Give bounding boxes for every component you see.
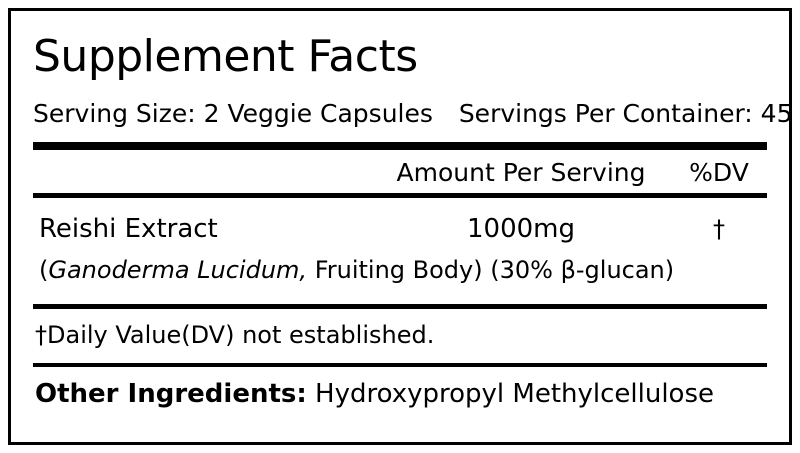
ingredient-subtext-rest: Fruiting Body) (30% β-glucan) xyxy=(307,256,675,284)
page-title: Supplement Facts xyxy=(33,31,418,82)
other-ingredients-label: Other Ingredients: xyxy=(35,379,307,409)
ingredient-amount: 1000mg xyxy=(467,214,575,244)
ingredient-subtext xyxy=(33,258,767,282)
servings-per-container-value: 45 xyxy=(760,99,793,128)
ingredient-latin-name: Ganoderma Lucidum, xyxy=(48,256,308,284)
daily-value-footnote: †Daily Value(DV) not established. xyxy=(35,321,435,349)
other-ingredients-row xyxy=(33,381,767,407)
other-ingredients-value: Hydroxypropyl Methylcellulose xyxy=(315,379,714,409)
supplement-facts-panel xyxy=(8,8,792,445)
serving-info xyxy=(33,99,793,128)
ingredient-subtext-open: ( xyxy=(39,256,49,284)
divider-above-other-ingredients xyxy=(33,363,767,367)
serving-size-value: 2 Veggie Capsules xyxy=(203,99,433,128)
divider-under-headers xyxy=(33,193,767,198)
percent-dv-header: %DV xyxy=(689,158,749,187)
divider-thick-top xyxy=(33,142,767,150)
servings-per-container-label: Servings Per Container: xyxy=(458,99,753,128)
amount-per-serving-header: Amount Per Serving xyxy=(396,158,646,187)
column-headers xyxy=(33,160,767,185)
serving-size-label: Serving Size: xyxy=(33,99,196,128)
ingredient-name: Reishi Extract xyxy=(39,214,218,244)
divider-under-ingredients xyxy=(33,304,767,309)
panel-inner xyxy=(11,11,793,442)
table-row xyxy=(33,216,767,242)
ingredient-dv: † xyxy=(713,215,725,243)
